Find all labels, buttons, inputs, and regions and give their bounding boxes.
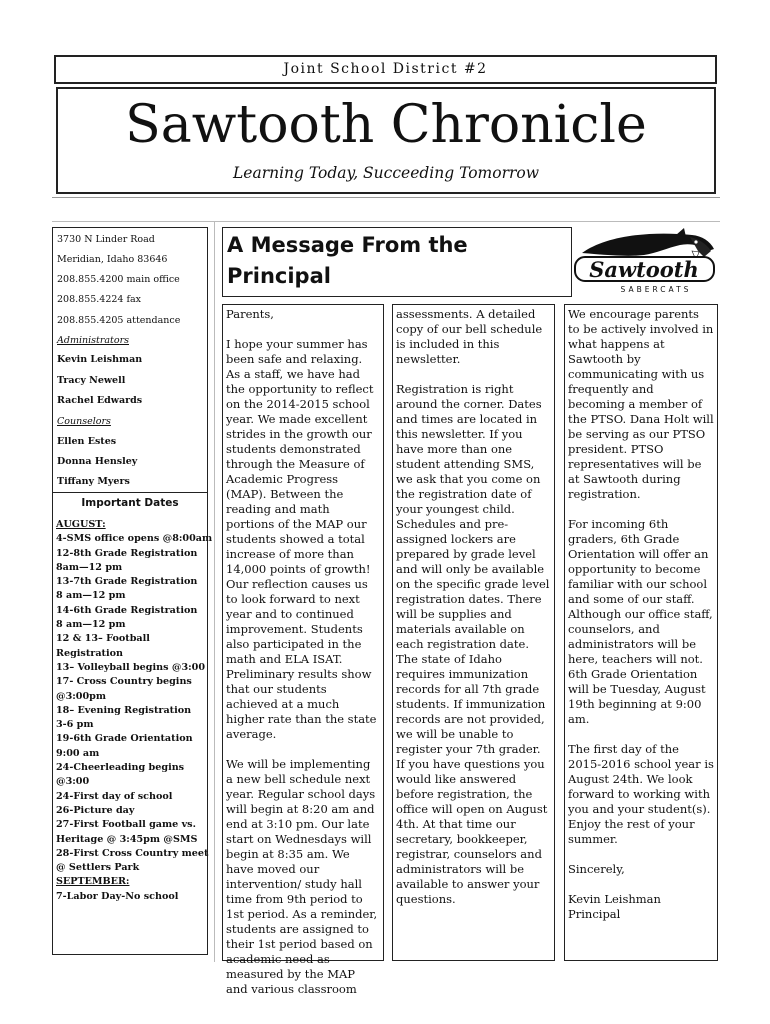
counselor-name: Ellen Estes: [57, 436, 117, 447]
counselor-heading: Counselors: [57, 416, 111, 427]
district-banner: Joint School District #2: [54, 55, 717, 84]
admin-name: Rachel Edwards: [57, 395, 143, 406]
article-paragraph: assessments. A detailed copy of our bell schedule is included in this newsletter.: [396, 307, 543, 366]
date-item: 9:00 am: [56, 747, 100, 759]
date-item: AUGUST:: [56, 519, 106, 530]
date-item: 4-SMS office opens @8:00am: [56, 533, 213, 545]
counselor-name: Donna Hensley: [57, 456, 138, 467]
message-title-line: A Message From the: [227, 233, 468, 257]
logo-wordmark: Sawtooth: [589, 257, 699, 282]
message-title-line: Principal: [227, 264, 331, 288]
date-item: 17- Cross Country begins: [56, 676, 192, 688]
article-paragraph: I hope your summer has been safe and relaxing. As a staff, we have had the opportunity to reflect on the 2014-2015 school year. We made excellent strides in the growth our students demonstrated through the Measure of Academic Progress (MAP). Between the reading and math portions of the MAP our students showed a total increase of more than 14,000 points of growth! Our reflection causes us to look forward to next year and to continued improvement. Students also participated in the math and ELA ISAT. Preliminary results show that our students achieved at a much higher rate than the state average.: [226, 337, 377, 741]
admin-name: Tracy Newell: [57, 375, 126, 386]
date-item: 12 & 13– Football: [56, 633, 150, 645]
admin-heading: Administrators: [57, 335, 129, 346]
date-item: 8am—12 pm: [56, 561, 123, 573]
date-item: 7-Labor Day-No school: [56, 890, 179, 902]
signature-name: Kevin Leishman: [568, 892, 661, 906]
article-paragraph: We encourage parents to be actively involved in what happens at Sawtooth by communicating with us frequently and becoming a member of the PTSO. Dana Holt will be serving as our PTSO president. PTSO representatives will be at Sawtooth during registration.: [568, 307, 714, 501]
masthead: [56, 87, 716, 194]
important-dates-title: Important Dates: [81, 497, 179, 509]
column-separator: [214, 222, 215, 962]
date-item: 26-Picture day: [56, 804, 135, 816]
date-item: 27-First Football game vs.: [56, 819, 196, 831]
divider-rule: [52, 197, 720, 198]
fax-number: 208.855.4224 fax: [57, 294, 142, 305]
date-item: 13-7th Grade Registration: [56, 576, 198, 588]
date-item: 13– Volleyball begins @3:00: [56, 661, 206, 673]
article-paragraph: The first day of the 2015-2016 school year is August 24th. We look forward to working with you and your student(s). Enjoy the rest of your summer.: [568, 742, 714, 846]
article-paragraph: We will be implementing a new bell schedule next year. Regular school days will begin at 8:20 am and end at 3:10 pm. Our late start on Wednesdays will begin at 8:35 am. We have moved our intervention/ study hall time from 9th period to 1st period. As a reminder, students are assigned to their 1st period based on academic need as measured by the MAP and various classroom: [226, 757, 378, 996]
date-item: @3:00pm: [56, 690, 107, 702]
date-item: @ Settlers Park: [56, 862, 140, 874]
date-item: 12-8th Grade Registration: [56, 547, 198, 559]
newsletter-tagline: Learning Today, Succeeding Tomorrow: [232, 164, 539, 182]
article-column-2: [392, 304, 555, 961]
message-heading-box: [222, 227, 572, 297]
newsletter-title: Sawtooth Chronicle: [125, 95, 647, 155]
divider-rule: [52, 221, 720, 222]
date-item: 3-6 pm: [56, 719, 94, 731]
date-item: 8 am—12 pm: [56, 590, 126, 602]
closing-salutation: Sincerely,: [568, 862, 625, 876]
date-item: 19-6th Grade Orientation: [56, 733, 193, 745]
address-line: Meridian, Idaho 83646: [57, 254, 168, 265]
sabercats-logo: [572, 227, 717, 297]
date-item: Heritage @ 3:45pm @SMS: [56, 833, 198, 845]
date-item: @3:00: [56, 776, 90, 788]
message-title: [227, 230, 557, 292]
article-column-3: [564, 304, 718, 961]
sabercat-logo-icon: [572, 227, 717, 297]
date-item: 24-First day of school: [56, 790, 173, 802]
admin-name: Kevin Leishman: [57, 354, 143, 365]
counselor-name: Tiffany Myers: [57, 476, 130, 487]
phone-attendance: 208.855.4205 attendance: [57, 315, 181, 326]
address-line: 3730 N Linder Road: [57, 234, 155, 245]
important-dates-list: [56, 518, 213, 904]
date-item: 24-Cheerleading begins: [56, 762, 185, 774]
signature-title: Principal: [568, 907, 621, 921]
sidebar: [52, 227, 213, 955]
date-item: Registration: [56, 647, 123, 659]
sidebar-divider: [53, 492, 207, 493]
article-paragraph: Registration is right around the corner. Dates and times are located in this newsletter. If you have more than one student attending SMS, we ask that you come on the registration date of your youngest child. Schedules and pre-assigned lockers are prepared by grade level and will only be available on the specific grade level registration dates. There will be supplies and materials available on each registration date. The state of Idaho requires immunization records for all 7th grade students. If immunization records are not provided, we will be unable to register your 7th grader. If you have questions you would like answered before registration, the office will open on August 4th. At that time our secretary, bookkeeper, registrar, counselors and administrators will be available to answer your questions.: [396, 382, 550, 906]
date-item: 14-6th Grade Registration: [56, 604, 198, 616]
article-column-1: [222, 304, 384, 996]
article-paragraph: Parents,: [226, 307, 274, 321]
date-item: 18– Evening Registration: [56, 704, 192, 716]
phone-main: 208.855.4200 main office: [57, 274, 180, 285]
logo-subtext: SABERCATS: [620, 285, 692, 294]
date-item: 28-First Cross Country meet: [56, 847, 209, 859]
article-paragraph: For incoming 6th graders, 6th Grade Orientation will offer an opportunity to become familiar with our school and some of our staff. Although our office staff, counselors, and administrators will be here, teachers will not. 6th Grade Orientation will be Tuesday, August 19th beginning at 9:00 am.: [568, 517, 713, 726]
date-item: 8 am—12 pm: [56, 619, 126, 631]
date-item: SEPTEMBER:: [56, 876, 130, 888]
